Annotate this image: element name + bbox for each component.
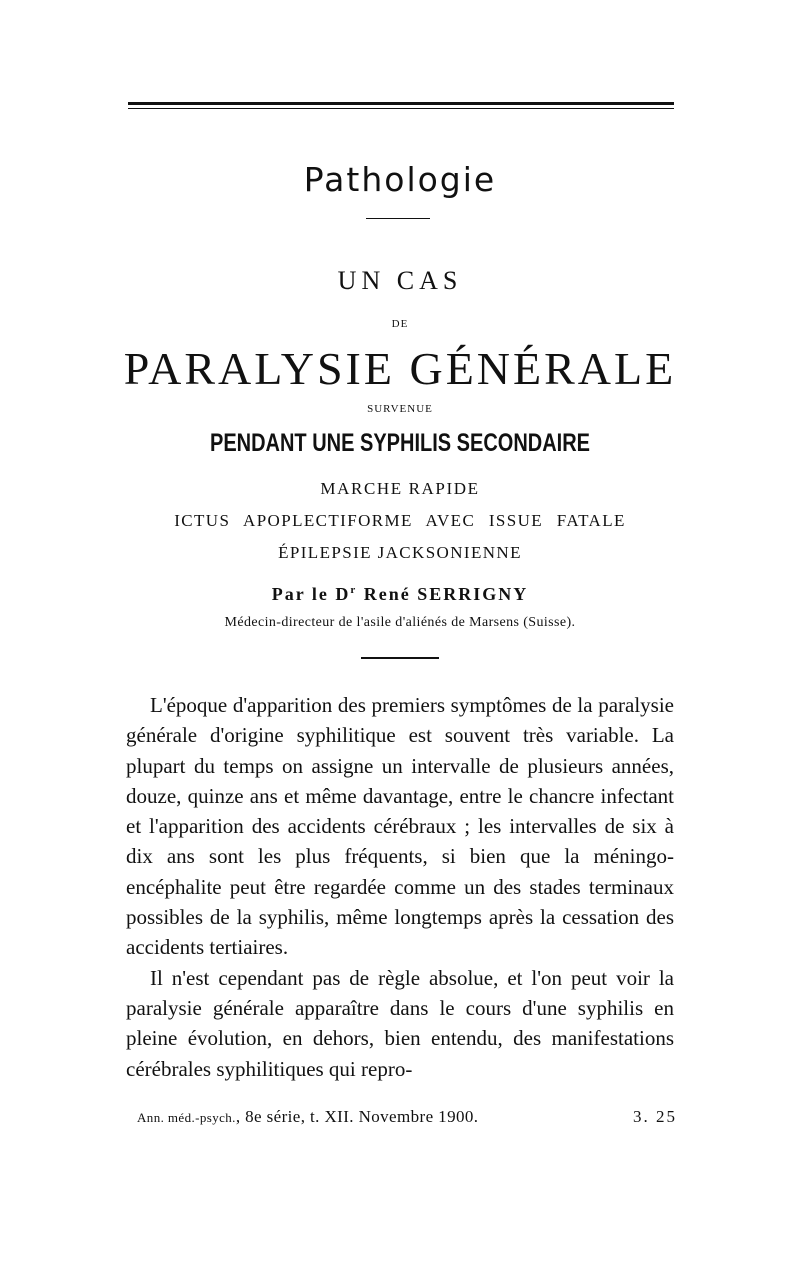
author-name: René SERRIGNY <box>363 584 529 604</box>
body-paragraph-2: Il n'est cependant pas de règle absolue, et l'on peut voir la paralysie générale apparaître dans le cours d'une syphilis en pleine évolution, en dehors, bien entendu, des manifestations cérébrales syphilitiques qui repro- <box>126 965 674 1081</box>
section-divider <box>366 218 430 219</box>
footer-reference: Ann. méd.-psych., 8e série, t. XII. Novembre 1900. <box>137 1107 479 1126</box>
header-rule-thin <box>128 108 674 109</box>
footer-details: série, t. XII. Novembre 1900. <box>266 1107 479 1126</box>
article-title-line-2: DE <box>391 318 409 330</box>
article-main-title: PARALYSIE GÉNÉRALE <box>123 343 677 394</box>
author-affiliation: Médecin-directeur de l'asile d'aliénés de Marsens (Suisse). <box>224 615 576 630</box>
article-subtitle-ictus: ICTUS APOPLECTIFORME AVEC ISSUE FATALE <box>174 511 626 530</box>
header-rule-thick <box>128 102 674 105</box>
body-paragraph-1: L'époque d'apparition des premiers symptômes de la paralysie générale d'origine syphilitique est souvent très variable. La plupart du temps on assigne un intervalle de plusieurs années, douze, quinze ans et même davantage, entre le chancre infectant et l'apparition des accidents cérébraux ; les intervalles de six à dix ans sont les plus fréquents, si bien que la méningo-encéphalite peut être regardée comme un des stades terminaux possibles de la syphilis, même longtemps après la cessation des accidents tertiaires. <box>126 693 674 960</box>
author-prefix-sup: r <box>350 584 358 596</box>
article-subtitle: PENDANT UNE SYPHILIS SECONDAIRE <box>209 429 591 457</box>
article-title-line-3: SURVENUE <box>367 403 433 415</box>
footer-series: 8e <box>245 1107 262 1126</box>
footer-page-number: 3. 25 <box>633 1107 677 1126</box>
author-divider <box>361 657 439 659</box>
author-prefix: Par le D <box>271 584 351 604</box>
section-title: Pathologie <box>303 160 497 199</box>
article-body <box>126 690 674 1084</box>
author-line <box>0 584 800 605</box>
page-footer <box>137 1107 677 1127</box>
article-title-line-1: UN CAS <box>337 266 463 295</box>
article-subtitle-marche: MARCHE RAPIDE <box>320 479 480 498</box>
article-subtitle-epilepsie: ÉPILEPSIE JACKSONIENNE <box>278 543 522 562</box>
footer-journal: Ann. méd.-psych. <box>137 1110 236 1125</box>
